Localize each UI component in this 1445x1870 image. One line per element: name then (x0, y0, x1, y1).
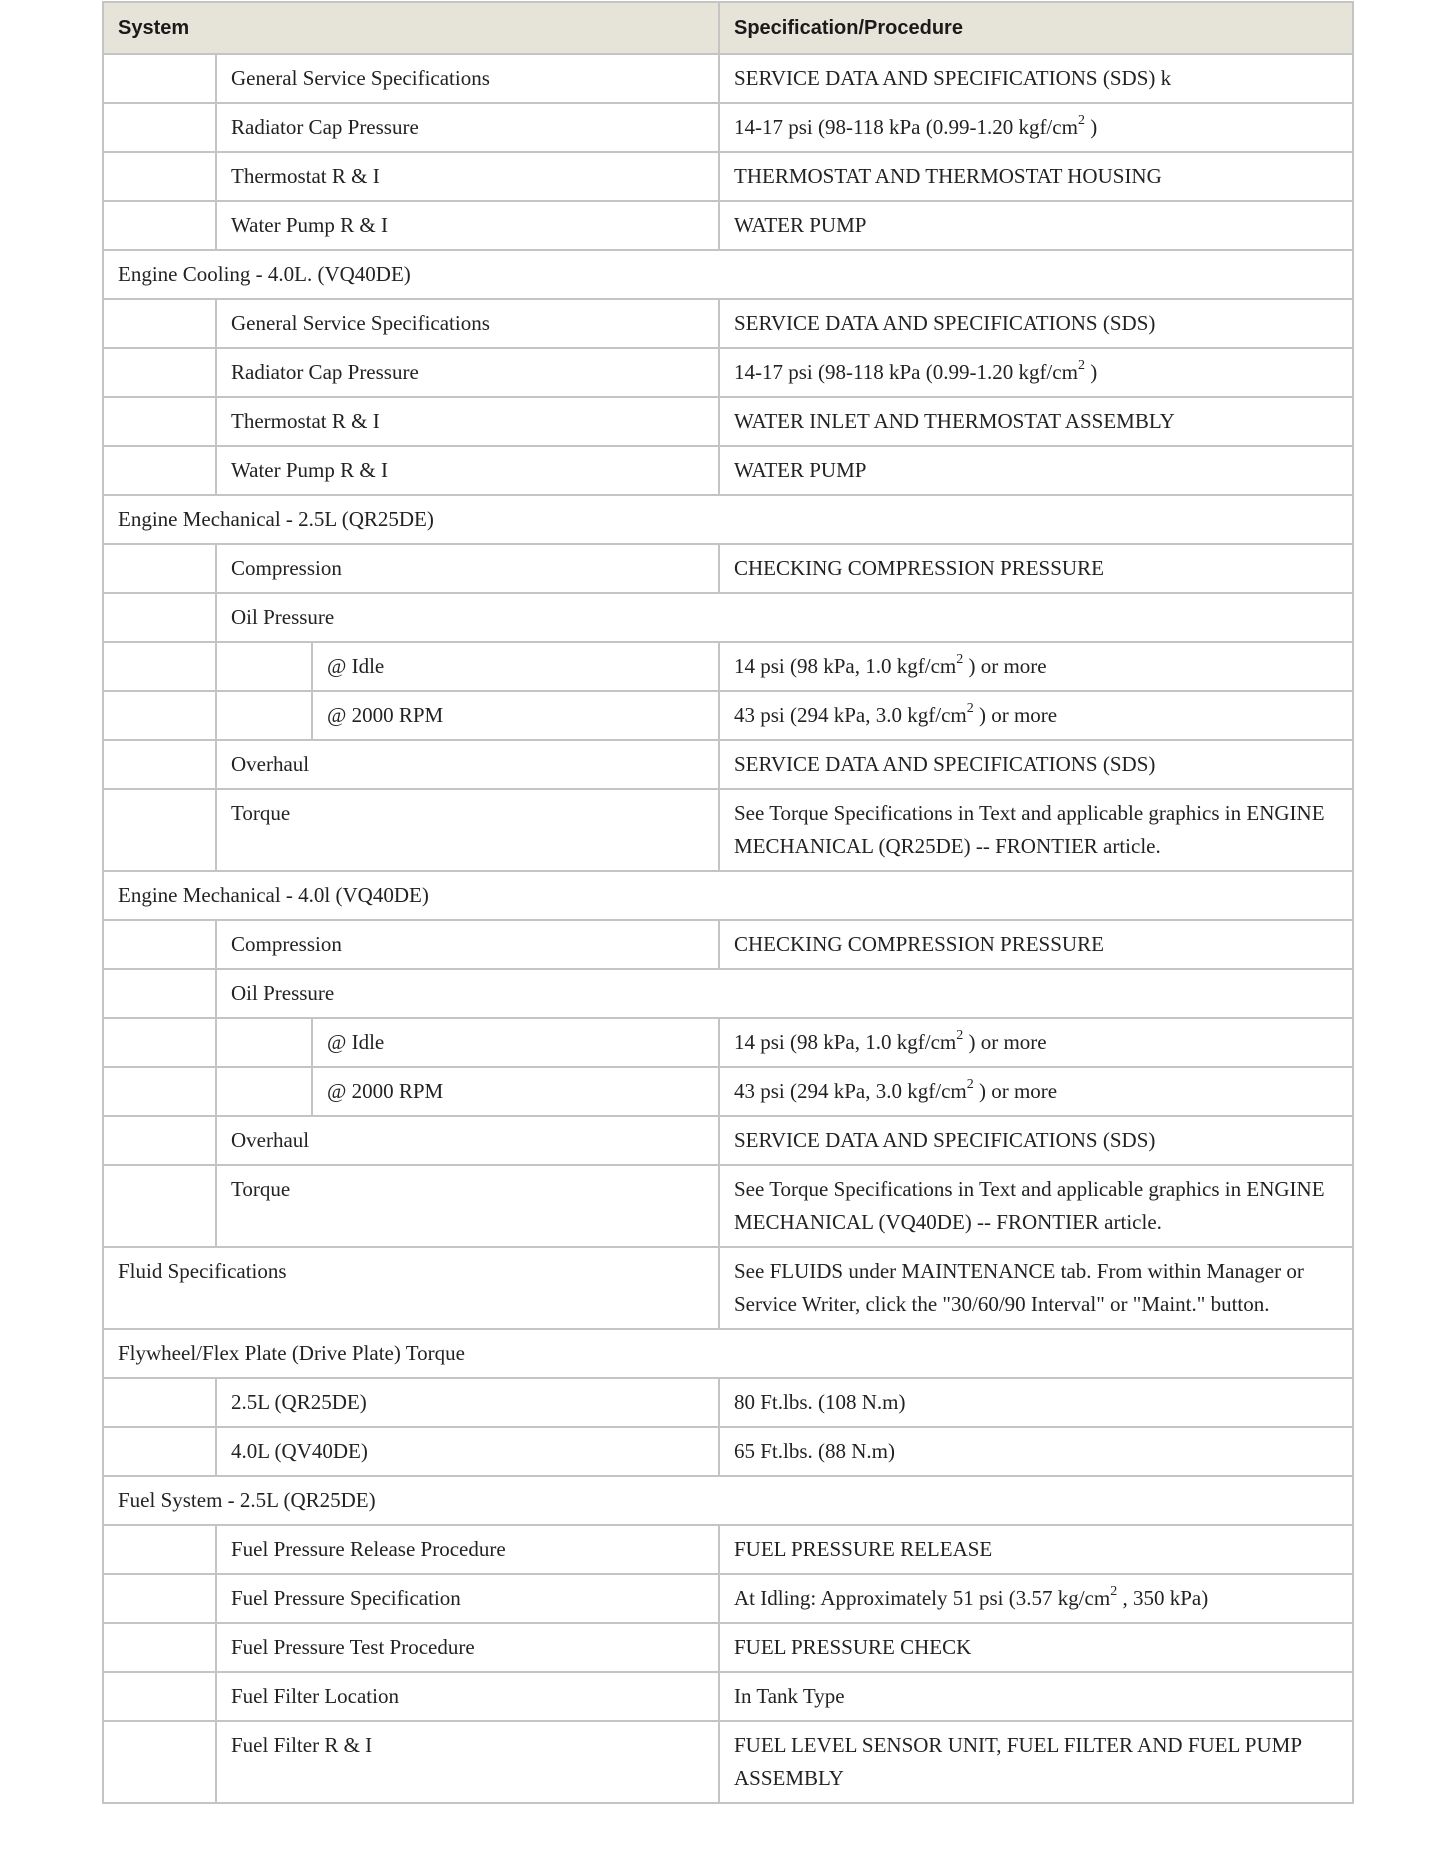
spec-cell: SERVICE DATA AND SPECIFICATIONS (SDS) k (719, 54, 1353, 103)
spec-text: At Idling: Approximately 51 psi (3.57 kg/cm (734, 1586, 1111, 1610)
indent-spacer (103, 593, 216, 642)
indent-spacer (103, 1721, 216, 1803)
spec-superscript: 2 (956, 652, 964, 667)
spec-text: 43 psi (294 kPa, 3.0 kgf/cm (734, 1079, 967, 1103)
item-label: Water Pump R & I (216, 446, 719, 495)
table-row (103, 1721, 1353, 1803)
section-label: Engine Mechanical - 2.5L (QR25DE) (103, 495, 1353, 544)
item-label: General Service Specifications (216, 299, 719, 348)
indent-spacer (103, 348, 216, 397)
indent-spacer (103, 1018, 216, 1067)
table-row (103, 446, 1353, 495)
indent-spacer (103, 152, 216, 201)
section-label: Engine Cooling - 4.0L. (VQ40DE) (103, 250, 1353, 299)
spec-cell: CHECKING COMPRESSION PRESSURE (719, 920, 1353, 969)
table-row (103, 740, 1353, 789)
item-label: Fuel Pressure Specification (216, 1574, 719, 1623)
item-label: Fuel Pressure Test Procedure (216, 1623, 719, 1672)
system-label: Fluid Specifications (103, 1247, 719, 1329)
indent-spacer (103, 544, 216, 593)
spec-superscript: 2 (1077, 113, 1085, 128)
section-row (103, 1476, 1353, 1525)
indent-spacer (103, 1165, 216, 1247)
indent-spacer (103, 1116, 216, 1165)
spec-text-suffix: ) (1084, 115, 1098, 139)
spec-cell: See Torque Specifications in Text and applicable graphics in ENGINE MECHANICAL (VQ40DE) -- FRONTIER article. (719, 1165, 1353, 1247)
spec-cell: FUEL PRESSURE RELEASE (719, 1525, 1353, 1574)
table-row (103, 1018, 1353, 1067)
item-label: Thermostat R & I (216, 397, 719, 446)
spec-text: 14 psi (98 kPa, 1.0 kgf/cm (734, 1030, 957, 1054)
spec-cell: WATER PUMP (719, 446, 1353, 495)
spec-text-suffix: ) or more (973, 1079, 1058, 1103)
table-row (103, 920, 1353, 969)
spec-cell: WATER PUMP (719, 201, 1353, 250)
table-row (103, 1378, 1353, 1427)
table-row (103, 1427, 1353, 1476)
spec-superscript: 2 (956, 1028, 964, 1043)
table-row (103, 1116, 1353, 1165)
table-row (103, 201, 1353, 250)
table-row (103, 348, 1353, 397)
indent-spacer (216, 642, 312, 691)
indent-spacer (103, 740, 216, 789)
spec-cell: See Torque Specifications in Text and applicable graphics in ENGINE MECHANICAL (QR25DE) -- FRONTIER article. (719, 789, 1353, 871)
indent-spacer (103, 201, 216, 250)
section-label: Flywheel/Flex Plate (Drive Plate) Torque (103, 1329, 1353, 1378)
sub-item-label: @ Idle (312, 642, 719, 691)
spec-text: 14 psi (98 kPa, 1.0 kgf/cm (734, 654, 957, 678)
spec-cell: THERMOSTAT AND THERMOSTAT HOUSING (719, 152, 1353, 201)
indent-spacer (103, 103, 216, 152)
spec-cell: In Tank Type (719, 1672, 1353, 1721)
sub-item-label: @ 2000 RPM (312, 1067, 719, 1116)
table-row (103, 789, 1353, 871)
table-row (103, 1247, 1353, 1329)
spec-text-suffix: ) or more (963, 654, 1047, 678)
item-label: Overhaul (216, 740, 719, 789)
spec-superscript: 2 (1110, 1584, 1118, 1599)
spec-cell: See FLUIDS under MAINTENANCE tab. From within Manager or Service Writer, click the "30/60/90 Interval" or "Maint." button. (719, 1247, 1353, 1329)
table-row (103, 544, 1353, 593)
table-row (103, 1525, 1353, 1574)
item-label: Fuel Filter Location (216, 1672, 719, 1721)
indent-spacer (103, 446, 216, 495)
indent-spacer (103, 1067, 216, 1116)
indent-spacer (103, 1672, 216, 1721)
table-row (103, 642, 1353, 691)
spec-superscript: 2 (966, 701, 974, 716)
item-label: Radiator Cap Pressure (216, 103, 719, 152)
item-label: Radiator Cap Pressure (216, 348, 719, 397)
item-label: Water Pump R & I (216, 201, 719, 250)
indent-spacer (103, 789, 216, 871)
section-label: Fuel System - 2.5L (QR25DE) (103, 1476, 1353, 1525)
system-column-header: System (103, 2, 719, 54)
item-label: Thermostat R & I (216, 152, 719, 201)
spec-table-body (103, 54, 1353, 1803)
table-row (103, 152, 1353, 201)
indent-spacer (103, 54, 216, 103)
spec-cell: CHECKING COMPRESSION PRESSURE (719, 544, 1353, 593)
section-row (103, 1329, 1353, 1378)
item-label: Compression (216, 544, 719, 593)
table-row (103, 1574, 1353, 1623)
spec-cell (719, 691, 1353, 740)
item-label: Fuel Pressure Release Procedure (216, 1525, 719, 1574)
section-label: Engine Mechanical - 4.0l (VQ40DE) (103, 871, 1353, 920)
item-label: Oil Pressure (216, 969, 1353, 1018)
sub-item-label: @ 2000 RPM (312, 691, 719, 740)
indent-spacer (103, 1525, 216, 1574)
spec-text-suffix: ) or more (973, 703, 1058, 727)
spec-table-container (102, 1, 1352, 1804)
spec-text: 14-17 psi (98-118 kPa (0.99-1.20 kgf/cm (734, 115, 1078, 139)
indent-spacer (103, 1378, 216, 1427)
item-label: General Service Specifications (216, 54, 719, 103)
spec-text-suffix: ) (1084, 360, 1098, 384)
section-row (103, 250, 1353, 299)
indent-spacer (103, 691, 216, 740)
item-label: 2.5L (QR25DE) (216, 1378, 719, 1427)
section-row (103, 495, 1353, 544)
indent-spacer (216, 1067, 312, 1116)
table-row (103, 103, 1353, 152)
item-label: Torque (216, 789, 719, 871)
table-row (103, 969, 1353, 1018)
table-row (103, 593, 1353, 642)
spec-text: 43 psi (294 kPa, 3.0 kgf/cm (734, 703, 967, 727)
item-label: Overhaul (216, 1116, 719, 1165)
spec-text-suffix: , 350 kPa) (1117, 1586, 1209, 1610)
table-row (103, 299, 1353, 348)
spec-column-header: Specification/Procedure (719, 2, 1353, 54)
spec-cell: WATER INLET AND THERMOSTAT ASSEMBLY (719, 397, 1353, 446)
table-row (103, 1623, 1353, 1672)
item-label: Compression (216, 920, 719, 969)
sub-item-label: @ Idle (312, 1018, 719, 1067)
indent-spacer (103, 1623, 216, 1672)
spec-cell: 80 Ft.lbs. (108 N.m) (719, 1378, 1353, 1427)
table-row (103, 54, 1353, 103)
spec-cell: SERVICE DATA AND SPECIFICATIONS (SDS) (719, 740, 1353, 789)
item-label: Fuel Filter R & I (216, 1721, 719, 1803)
indent-spacer (103, 969, 216, 1018)
table-row (103, 1067, 1353, 1116)
indent-spacer (103, 1574, 216, 1623)
spec-cell: SERVICE DATA AND SPECIFICATIONS (SDS) (719, 299, 1353, 348)
spec-cell: 65 Ft.lbs. (88 N.m) (719, 1427, 1353, 1476)
indent-spacer (103, 1427, 216, 1476)
spec-text: 14-17 psi (98-118 kPa (0.99-1.20 kgf/cm (734, 360, 1078, 384)
table-row (103, 1165, 1353, 1247)
spec-cell (719, 1018, 1353, 1067)
table-header-row (103, 2, 1353, 54)
indent-spacer (216, 1018, 312, 1067)
spec-cell (719, 642, 1353, 691)
item-label: Torque (216, 1165, 719, 1247)
spec-table (102, 1, 1354, 1804)
indent-spacer (103, 299, 216, 348)
spec-superscript: 2 (966, 1077, 974, 1092)
table-row (103, 1672, 1353, 1721)
spec-cell: FUEL LEVEL SENSOR UNIT, FUEL FILTER AND FUEL PUMP ASSEMBLY (719, 1721, 1353, 1803)
table-row (103, 691, 1353, 740)
item-label: 4.0L (QV40DE) (216, 1427, 719, 1476)
spec-cell (719, 103, 1353, 152)
spec-cell (719, 348, 1353, 397)
spec-cell (719, 1067, 1353, 1116)
table-row (103, 397, 1353, 446)
section-row (103, 871, 1353, 920)
indent-spacer (216, 691, 312, 740)
indent-spacer (103, 920, 216, 969)
indent-spacer (103, 397, 216, 446)
spec-cell: SERVICE DATA AND SPECIFICATIONS (SDS) (719, 1116, 1353, 1165)
spec-text-suffix: ) or more (963, 1030, 1047, 1054)
indent-spacer (103, 642, 216, 691)
item-label: Oil Pressure (216, 593, 1353, 642)
spec-cell: FUEL PRESSURE CHECK (719, 1623, 1353, 1672)
spec-cell (719, 1574, 1353, 1623)
spec-superscript: 2 (1077, 358, 1085, 373)
